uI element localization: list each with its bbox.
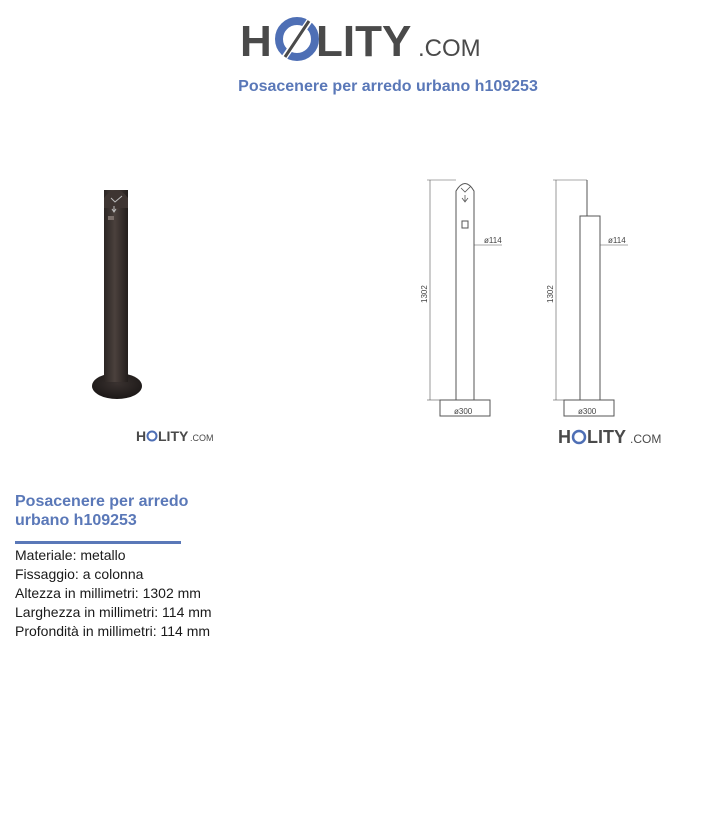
product-photo[interactable] — [0, 118, 350, 458]
ashtray-slot-icon — [108, 216, 114, 220]
front-base-label: ø300 — [454, 407, 473, 416]
product-title: Posacenere per arredo urbano h109253 — [15, 493, 189, 529]
spec-height: Altezza in millimetri: 1302 mm — [15, 585, 201, 601]
front-height-label: 1302 — [420, 285, 429, 303]
drawing-watermark-logo — [558, 426, 668, 448]
front-diameter-label: ø114 — [484, 236, 502, 245]
logo-suffix: .COM — [418, 35, 481, 62]
side-diameter-label: ø114 — [608, 236, 626, 245]
photo-watermark-logo — [136, 427, 216, 445]
logo-letter-h: H — [240, 17, 272, 66]
svg-text:H: H — [558, 427, 571, 447]
svg-text:.COM: .COM — [630, 432, 662, 446]
mini-logo-circle-icon — [573, 431, 585, 443]
svg-text:LITY: LITY — [587, 427, 626, 447]
side-view — [553, 180, 628, 416]
spec-width: Larghezza in millimetri: 114 mm — [15, 604, 212, 620]
spec-fixing: Fissaggio: a colonna — [15, 566, 144, 582]
mini-logo-circle-icon — [148, 432, 157, 441]
ashtray-post-icon — [104, 190, 128, 382]
svg-text:LITY: LITY — [158, 428, 189, 444]
holity-logo[interactable] — [240, 10, 490, 70]
technical-drawing[interactable] — [350, 118, 720, 458]
spec-list — [15, 546, 212, 641]
svg-text:H: H — [136, 428, 147, 444]
title-divider — [15, 541, 181, 544]
logo-letters-lity: LITY — [316, 17, 412, 66]
svg-text:.COM: .COM — [190, 433, 214, 443]
spec-depth: Profondità in millimetri: 114 mm — [15, 623, 211, 639]
side-height-label: 1302 — [546, 285, 555, 303]
side-base-label: ø300 — [578, 407, 597, 416]
spec-material: Materiale: metallo — [15, 547, 126, 563]
logo-circle-icon — [279, 20, 315, 58]
front-view — [427, 180, 502, 416]
page-title: Posacenere per arredo urbano h109253 — [238, 78, 538, 95]
